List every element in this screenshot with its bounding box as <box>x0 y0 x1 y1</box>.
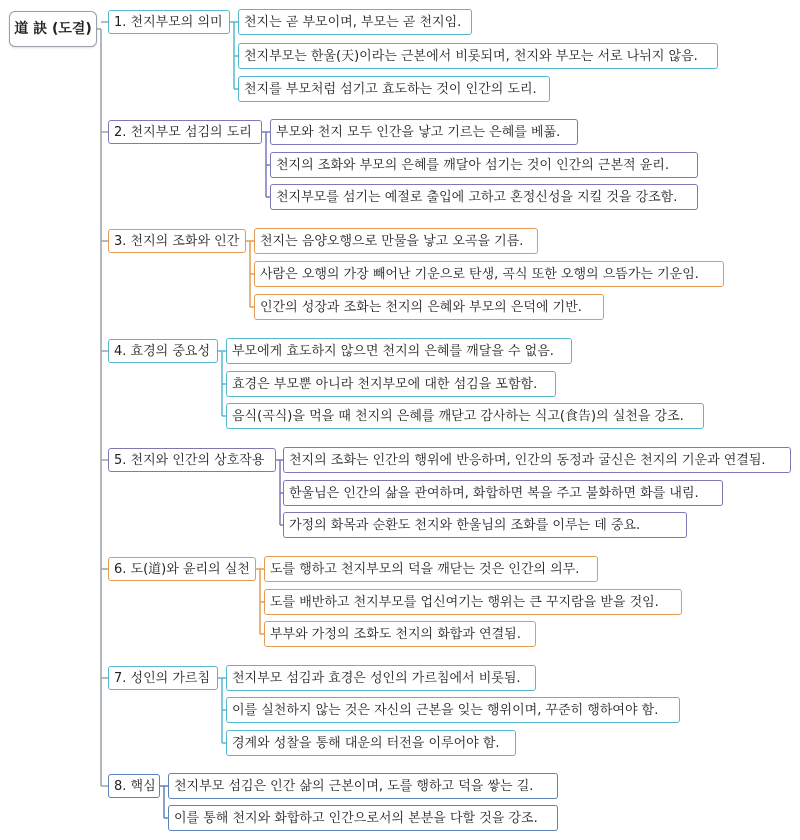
category-2-item-1[interactable]: 부모와 천지 모두 인간을 낳고 기르는 은혜를 베풂. <box>270 119 578 145</box>
category-1-item-2[interactable]: 천지부모는 한울(天)이라는 근본에서 비롯되며, 천지와 부모는 서로 나뉘지 않음. <box>238 43 718 69</box>
category-4-item-1[interactable]: 부모에게 효도하지 않으면 천지의 은혜를 깨달을 수 없음. <box>226 338 572 364</box>
category-7[interactable]: 7. 성인의 가르침 <box>108 666 218 690</box>
category-4[interactable]: 4. 효경의 중요성 <box>108 339 218 363</box>
category-5-item-1[interactable]: 천지의 조화는 인간의 행위에 반응하며, 인간의 동정과 굴신은 천지의 기운과 연결됨. <box>283 447 791 473</box>
category-3-item-1[interactable]: 천지는 음양오행으로 만물을 낳고 오곡을 기름. <box>254 228 538 254</box>
category-4-item-3[interactable]: 음식(곡식)을 먹을 때 천지의 은혜를 깨닫고 감사하는 식고(食告)의 실천을 강조. <box>226 403 704 429</box>
category-7-item-2[interactable]: 이를 실천하지 않는 것은 자신의 근본을 잊는 행위이며, 꾸준히 행하여야 함. <box>226 697 680 723</box>
category-2[interactable]: 2. 천지부모 섬김의 도리 <box>108 120 262 144</box>
category-1-item-1[interactable]: 천지는 곧 부모이며, 부모는 곧 천지임. <box>238 9 472 35</box>
category-3-item-3[interactable]: 인간의 성장과 조화는 천지의 은혜와 부모의 은덕에 기반. <box>254 294 604 320</box>
category-4-item-2[interactable]: 효경은 부모뿐 아니라 천지부모에 대한 섬김을 포함함. <box>226 371 556 397</box>
category-8-item-2[interactable]: 이를 통해 천지와 화합하고 인간으로서의 본분을 다할 것을 강조. <box>168 805 558 831</box>
category-8-item-1[interactable]: 천지부모 섬김은 인간 삶의 근본이며, 도를 행하고 덕을 쌓는 길. <box>168 773 558 799</box>
category-7-item-1[interactable]: 천지부모 섬김과 효경은 성인의 가르침에서 비롯됨. <box>226 665 536 691</box>
category-6-item-3[interactable]: 부부와 가정의 조화도 천지의 화합과 연결됨. <box>264 621 536 647</box>
category-1-item-3[interactable]: 천지를 부모처럼 섬기고 효도하는 것이 인간의 도리. <box>238 76 550 102</box>
category-6[interactable]: 6. 도(道)와 윤리의 실천 <box>108 557 256 581</box>
category-2-item-3[interactable]: 천지부모를 섬기는 예절로 출입에 고하고 혼정신성을 지킬 것을 강조함. <box>270 184 698 210</box>
category-5-item-3[interactable]: 가정의 화목과 순환도 천지와 한울님의 조화를 이루는 데 중요. <box>283 512 687 538</box>
category-3-item-2[interactable]: 사람은 오행의 가장 빼어난 기운으로 탄생, 곡식 또한 오행의 으뜸가는 기운임. <box>254 261 724 287</box>
root-node[interactable]: 道 訣 (도결) <box>9 11 97 47</box>
category-6-item-2[interactable]: 도를 배반하고 천지부모를 업신여기는 행위는 큰 꾸지람을 받을 것임. <box>264 589 682 615</box>
category-2-item-2[interactable]: 천지의 조화와 부모의 은혜를 깨달아 섬기는 것이 인간의 근본적 윤리. <box>270 152 698 178</box>
category-1[interactable]: 1. 천지부모의 의미 <box>108 10 230 34</box>
category-3[interactable]: 3. 천지의 조화와 인간 <box>108 229 246 253</box>
category-5-item-2[interactable]: 한울님은 인간의 삶을 관여하며, 화합하면 복을 주고 불화하면 화를 내림. <box>283 480 723 506</box>
category-6-item-1[interactable]: 도를 행하고 천지부모의 덕을 깨닫는 것은 인간의 의무. <box>264 556 598 582</box>
category-8[interactable]: 8. 핵심 <box>108 774 160 798</box>
category-7-item-3[interactable]: 경계와 성찰을 통해 대운의 터전을 이루어야 함. <box>226 730 516 756</box>
category-5[interactable]: 5. 천지와 인간의 상호작용 <box>108 448 276 472</box>
